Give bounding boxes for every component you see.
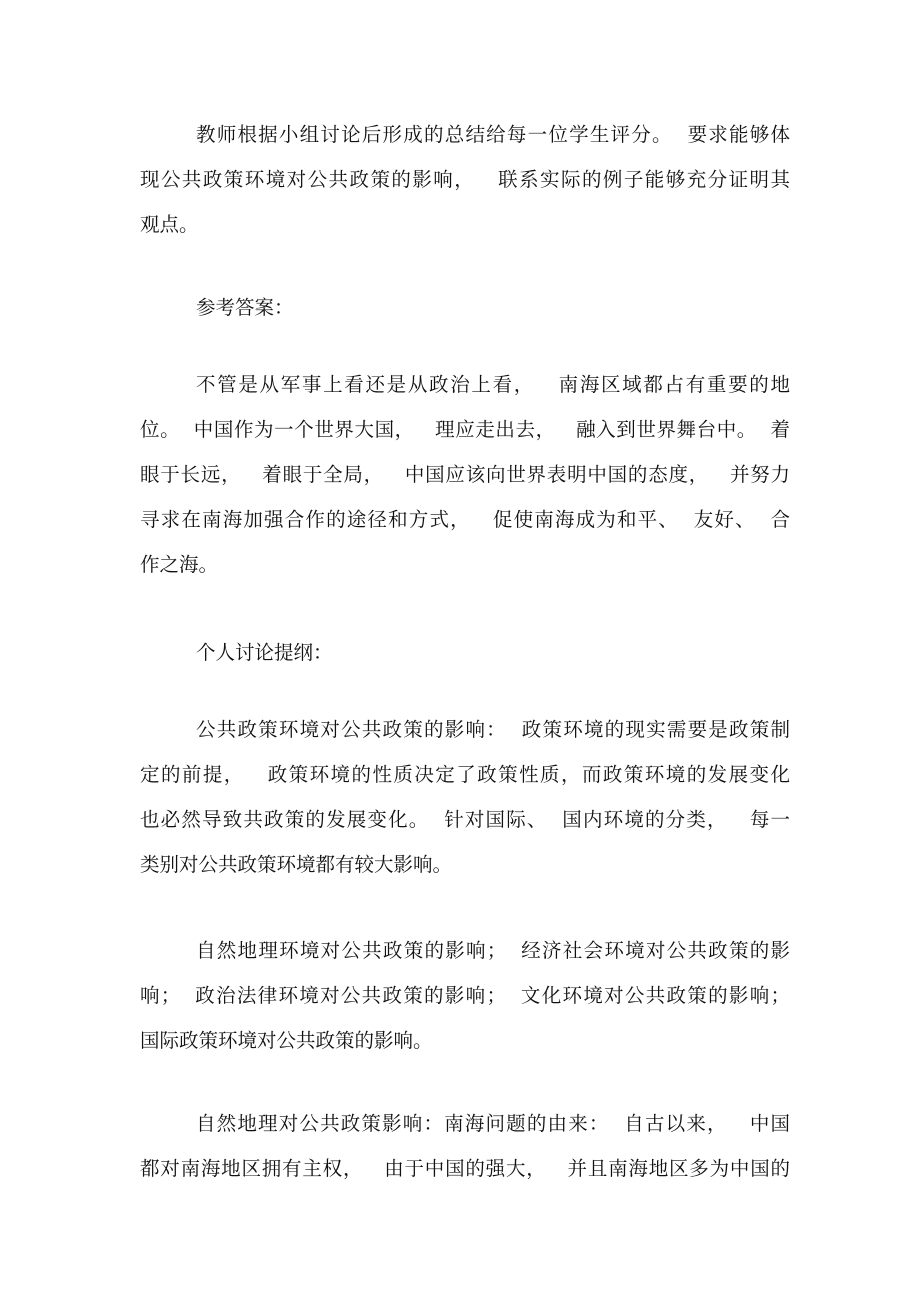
text-line: 定的前提， 政策环境的性质决定了政策性质，而政策环境的发展变化 — [140, 763, 790, 786]
paragraph-policy-environment-influence — [140, 707, 790, 887]
paragraph-teacher-grading — [140, 112, 790, 247]
paragraph-environment-types — [140, 928, 790, 1063]
paragraph-reference-answer — [140, 362, 790, 587]
text-line: 现公共政策环境对公共政策的影响， 联系实际的例子能够充分证明其 — [140, 168, 790, 191]
text-line: 眼于长远， 着眼于全局， 中国应该向世界表明中国的态度， 并努力 — [140, 463, 790, 486]
text-line: 观点。 — [140, 213, 199, 236]
text-line: 寻求在南海加强合作的途径和方式， 促使南海成为和平、 友好、 合 — [140, 508, 790, 531]
paragraph-south-china-sea-origin — [140, 1101, 790, 1191]
text-line: 个人讨论提纲： — [196, 641, 333, 664]
text-line: 作之海。 — [140, 553, 219, 576]
text-line: 位。 中国作为一个世界大国， 理应走出去， 融入到世界舞台中。 着 — [140, 418, 790, 441]
text-line: 国际政策环境对公共政策的影响。 — [140, 1029, 433, 1052]
text-line: 也必然导致共政策的发展变化。 针对国际、 国内环境的分类， 每一 — [140, 808, 790, 831]
text-line: 都对南海地区拥有主权， 由于中国的强大， 并且南海地区多为中国的 — [140, 1157, 790, 1180]
heading-reference-answer — [140, 285, 790, 330]
text-line: 自然地理对公共政策影响：南海问题的由来： 自古以来， 中国 — [196, 1112, 790, 1135]
text-line: 参考答案： — [196, 296, 294, 319]
text-line: 类别对公共政策环境都有较大影响。 — [140, 853, 453, 876]
text-line: 教师根据小组讨论后形成的总结给每一位学生评分。 要求能够体 — [196, 123, 790, 146]
text-line: 响； 政治法律环境对公共政策的影响； 文化环境对公共政策的影响； — [140, 984, 790, 1007]
heading-personal-outline — [140, 630, 790, 675]
text-line: 不管是从军事上看还是从政治上看， 南海区域都占有重要的地 — [196, 373, 790, 396]
text-line: 自然地理环境对公共政策的影响； 经济社会环境对公共政策的影 — [196, 939, 790, 962]
text-line: 公共政策环境对公共政策的影响： 政策环境的现实需要是政策制 — [196, 718, 790, 741]
